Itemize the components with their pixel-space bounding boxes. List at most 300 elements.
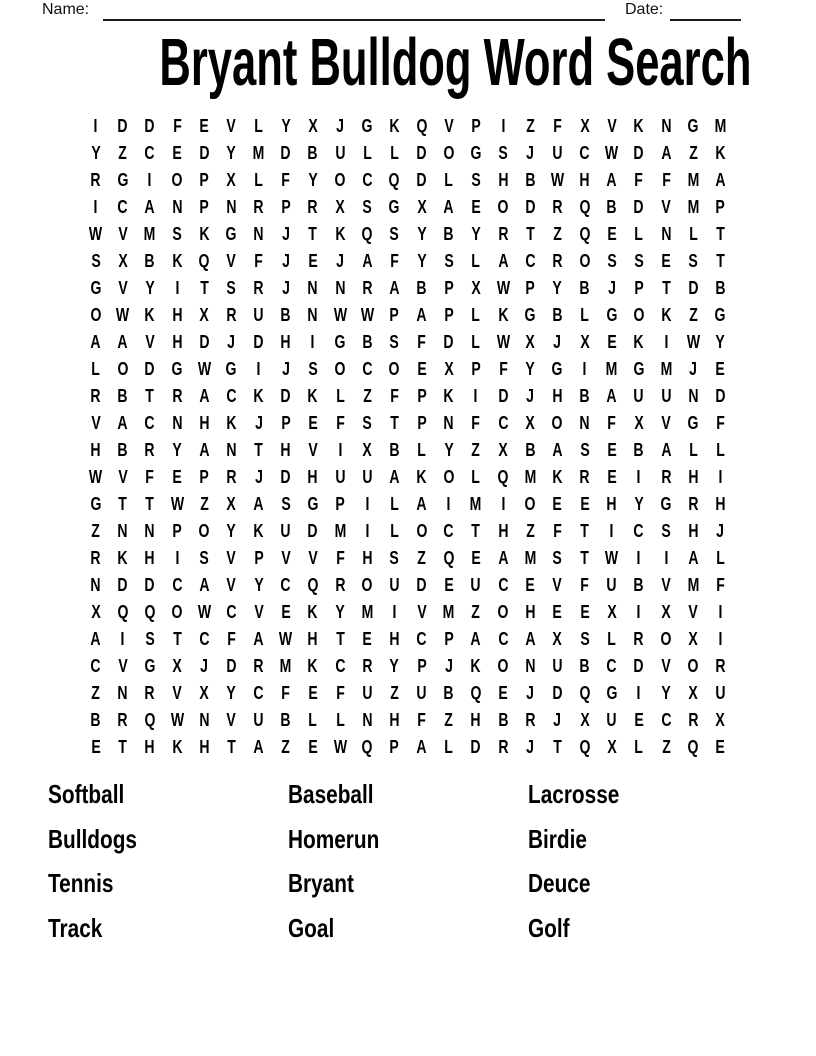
grid-cell: L bbox=[471, 466, 481, 487]
date-label: Date: bbox=[625, 1, 664, 18]
grid-cell: G bbox=[660, 493, 672, 514]
grid-cell: J bbox=[526, 385, 535, 406]
grid-cell: N bbox=[362, 709, 373, 730]
grid-cell: B bbox=[117, 439, 128, 460]
grid-cell: I bbox=[664, 331, 669, 352]
grid-cell: T bbox=[661, 277, 671, 298]
grid-cell: N bbox=[117, 520, 128, 541]
grid-cell: Q bbox=[579, 682, 591, 703]
grid-cell: L bbox=[634, 223, 644, 244]
grid-cell: F bbox=[172, 115, 182, 136]
grid-cell: V bbox=[118, 223, 128, 244]
grid-cell: G bbox=[714, 304, 726, 325]
grid-cell: I bbox=[609, 520, 614, 541]
grid-cell: E bbox=[525, 574, 535, 595]
grid-cell: A bbox=[117, 412, 128, 433]
grid-cell: Z bbox=[199, 493, 209, 514]
grid-cell: E bbox=[498, 682, 508, 703]
grid-cell: B bbox=[307, 142, 318, 163]
grid-cell: R bbox=[497, 736, 509, 757]
grid-cell: F bbox=[281, 682, 291, 703]
grid-cell: H bbox=[579, 169, 590, 190]
grid-cell: I bbox=[636, 601, 641, 622]
grid-cell: E bbox=[607, 439, 617, 460]
grid-cell: K bbox=[253, 520, 264, 541]
grid-cell: T bbox=[145, 493, 155, 514]
grid-cell: R bbox=[633, 628, 644, 649]
grid-cell: O bbox=[416, 520, 428, 541]
grid-cell: V bbox=[661, 655, 671, 676]
grid-cell: F bbox=[254, 250, 263, 271]
grid-cell: T bbox=[172, 628, 182, 649]
grid-cell: W bbox=[686, 331, 700, 352]
grid-cell: T bbox=[580, 547, 589, 568]
page-title-text: Bryant Bulldog Word Search bbox=[159, 25, 752, 100]
grid-cell: J bbox=[526, 736, 535, 757]
grid-cell: Y bbox=[253, 574, 264, 595]
grid-cell: A bbox=[144, 196, 155, 217]
grid-cell: S bbox=[362, 196, 372, 217]
grid-cell: M bbox=[687, 574, 700, 595]
grid-cell: E bbox=[607, 331, 617, 352]
grid-cell: P bbox=[416, 655, 427, 676]
grid-cell: F bbox=[553, 520, 562, 541]
grid-cell: G bbox=[633, 358, 645, 379]
grid-cell: F bbox=[471, 412, 481, 433]
grid-cell: Y bbox=[471, 223, 481, 244]
grid-cell: P bbox=[389, 304, 400, 325]
grid-cell: M bbox=[144, 223, 156, 244]
grid-cell: S bbox=[579, 439, 590, 460]
grid-cell: X bbox=[715, 709, 726, 730]
grid-cell: Q bbox=[579, 223, 591, 244]
grid-cell: A bbox=[253, 736, 264, 757]
grid-cell: V bbox=[118, 655, 128, 676]
grid-cell: F bbox=[227, 628, 236, 649]
grid-cell: I bbox=[582, 358, 587, 379]
grid-cell: C bbox=[144, 142, 155, 163]
grid-cell: A bbox=[606, 385, 617, 406]
grid-cell: L bbox=[716, 439, 725, 460]
date-fill-line bbox=[670, 19, 741, 21]
grid-cell: S bbox=[389, 547, 400, 568]
grid-cell: R bbox=[90, 169, 101, 190]
grid-cell: C bbox=[144, 412, 155, 433]
grid-cell: A bbox=[389, 466, 400, 487]
grid-cell: W bbox=[197, 601, 211, 622]
grid-cell: T bbox=[227, 736, 236, 757]
word-list-item: Bryant bbox=[288, 868, 354, 898]
grid-cell: A bbox=[362, 250, 373, 271]
grid-cell: Q bbox=[361, 736, 373, 757]
grid-cell: A bbox=[90, 331, 101, 352]
grid-cell: L bbox=[688, 223, 698, 244]
grid-cell: Q bbox=[144, 601, 156, 622]
grid-cell: U bbox=[416, 682, 427, 703]
grid-cell: W bbox=[88, 466, 103, 487]
grid-cell: X bbox=[579, 331, 590, 352]
grid-cell: S bbox=[172, 223, 182, 244]
grid-cell: O bbox=[687, 655, 699, 676]
grid-cell: Y bbox=[416, 223, 427, 244]
grid-cell: Z bbox=[390, 682, 399, 703]
grid-cell: F bbox=[145, 466, 155, 487]
grid-cell: O bbox=[117, 358, 129, 379]
grid-cell: X bbox=[607, 601, 617, 622]
letter-grid bbox=[82, 112, 734, 760]
grid-cell: H bbox=[144, 736, 155, 757]
grid-cell: W bbox=[197, 358, 211, 379]
grid-cell: C bbox=[525, 250, 536, 271]
grid-cell: N bbox=[307, 277, 318, 298]
grid-cell: R bbox=[660, 466, 672, 487]
grid-cell: Q bbox=[361, 223, 373, 244]
grid-cell: S bbox=[471, 169, 481, 190]
grid-cell: L bbox=[444, 736, 454, 757]
grid-cell: G bbox=[551, 358, 563, 379]
grid-cell: X bbox=[226, 169, 237, 190]
grid-cell: F bbox=[335, 547, 345, 568]
grid-cell: D bbox=[199, 331, 210, 352]
grid-cell: X bbox=[607, 736, 617, 757]
grid-cell: H bbox=[144, 547, 155, 568]
grid-cell: V bbox=[281, 547, 291, 568]
grid-cell: Y bbox=[172, 439, 182, 460]
grid-cell: P bbox=[444, 277, 454, 298]
grid-cell: P bbox=[281, 412, 291, 433]
grid-cell: S bbox=[579, 628, 590, 649]
grid-cell: W bbox=[333, 304, 347, 325]
grid-cell: F bbox=[634, 169, 644, 190]
grid-cell: E bbox=[308, 412, 318, 433]
grid-cell: X bbox=[362, 439, 372, 460]
grid-cell: M bbox=[660, 358, 672, 379]
grid-cell: N bbox=[226, 439, 237, 460]
grid-cell: Y bbox=[661, 682, 671, 703]
grid-cell: S bbox=[634, 250, 644, 271]
grid-cell: A bbox=[688, 547, 699, 568]
grid-cell: J bbox=[526, 142, 535, 163]
grid-cell: L bbox=[688, 439, 698, 460]
grid-cell: P bbox=[634, 277, 644, 298]
grid-cell: A bbox=[660, 142, 672, 163]
grid-cell: H bbox=[552, 385, 563, 406]
grid-cell: O bbox=[90, 304, 102, 325]
grid-cell: X bbox=[498, 439, 508, 460]
grid-cell: M bbox=[687, 169, 700, 190]
grid-cell: Y bbox=[389, 655, 400, 676]
grid-cell: C bbox=[171, 574, 183, 595]
grid-cell: D bbox=[280, 385, 291, 406]
grid-cell: T bbox=[553, 736, 562, 757]
grid-cell: V bbox=[226, 547, 237, 568]
grid-cell: Z bbox=[471, 601, 481, 622]
grid-cell: Y bbox=[226, 142, 237, 163]
grid-cell: X bbox=[199, 304, 209, 325]
grid-cell: W bbox=[550, 169, 565, 190]
grid-cell: M bbox=[687, 196, 700, 217]
grid-cell: O bbox=[497, 601, 509, 622]
grid-cell: K bbox=[171, 250, 183, 271]
grid-cell: B bbox=[280, 709, 291, 730]
grid-cell: E bbox=[552, 493, 563, 514]
grid-cell: O bbox=[633, 304, 645, 325]
grid-cell: Z bbox=[281, 736, 291, 757]
grid-cell: C bbox=[253, 682, 264, 703]
grid-cell: S bbox=[552, 547, 563, 568]
grid-cell: U bbox=[633, 385, 644, 406]
grid-cell: U bbox=[253, 304, 264, 325]
grid-cell: L bbox=[417, 439, 426, 460]
grid-cell: U bbox=[606, 574, 617, 595]
grid-cell: L bbox=[335, 709, 345, 730]
grid-cell: V bbox=[688, 601, 698, 622]
grid-cell: V bbox=[118, 466, 128, 487]
grid-cell: H bbox=[307, 466, 318, 487]
grid-cell: T bbox=[335, 628, 345, 649]
grid-cell: Z bbox=[91, 682, 100, 703]
grid-cell: A bbox=[660, 439, 672, 460]
grid-cell: W bbox=[88, 223, 103, 244]
grid-cell: S bbox=[688, 250, 698, 271]
grid-cell: T bbox=[525, 223, 535, 244]
grid-cell: K bbox=[443, 385, 454, 406]
grid-cell: B bbox=[416, 277, 427, 298]
grid-cell: P bbox=[253, 547, 264, 568]
grid-cell: J bbox=[200, 655, 209, 676]
grid-cell: R bbox=[253, 277, 264, 298]
grid-cell: D bbox=[525, 196, 536, 217]
grid-cell: V bbox=[661, 574, 671, 595]
grid-cell: V bbox=[661, 412, 671, 433]
grid-cell: E bbox=[471, 196, 481, 217]
grid-cell: T bbox=[254, 439, 263, 460]
grid-cell: S bbox=[661, 520, 671, 541]
grid-cell: V bbox=[253, 601, 264, 622]
grid-cell: G bbox=[687, 412, 699, 433]
grid-cell: O bbox=[361, 574, 373, 595]
grid-cell: C bbox=[90, 655, 101, 676]
grid-cell: H bbox=[307, 628, 318, 649]
grid-cell: W bbox=[333, 736, 347, 757]
grid-cell: J bbox=[336, 115, 344, 136]
grid-cell: K bbox=[470, 655, 481, 676]
grid-cell: Z bbox=[362, 385, 372, 406]
grid-cell: L bbox=[335, 385, 345, 406]
grid-cell: G bbox=[90, 277, 102, 298]
grid-cell: G bbox=[524, 304, 536, 325]
grid-cell: U bbox=[362, 466, 373, 487]
grid-cell: I bbox=[147, 169, 152, 190]
grid-cell: G bbox=[687, 115, 699, 136]
grid-cell: C bbox=[226, 385, 237, 406]
grid-cell: C bbox=[497, 574, 509, 595]
grid-cell: R bbox=[497, 223, 509, 244]
grid-cell: P bbox=[471, 358, 481, 379]
name-fill-line bbox=[103, 19, 605, 21]
grid-cell: N bbox=[307, 304, 318, 325]
grid-cell: Z bbox=[688, 304, 698, 325]
grid-cell: B bbox=[90, 709, 101, 730]
grid-cell: N bbox=[171, 412, 183, 433]
grid-cell: C bbox=[497, 628, 509, 649]
grid-cell: E bbox=[308, 682, 318, 703]
grid-cell: J bbox=[553, 331, 562, 352]
grid-cell: K bbox=[497, 304, 509, 325]
grid-cell: X bbox=[634, 412, 644, 433]
grid-cell: F bbox=[716, 574, 725, 595]
grid-cell: I bbox=[175, 547, 180, 568]
grid-cell: I bbox=[636, 466, 641, 487]
word-list-item: Tennis bbox=[48, 868, 114, 898]
grid-cell: E bbox=[90, 736, 101, 757]
grid-cell: Z bbox=[91, 520, 100, 541]
grid-cell: V bbox=[226, 115, 237, 136]
grid-cell: D bbox=[715, 385, 726, 406]
grid-cell: F bbox=[580, 574, 589, 595]
grid-cell: H bbox=[688, 466, 699, 487]
grid-cell: C bbox=[579, 142, 590, 163]
grid-cell: E bbox=[579, 601, 590, 622]
grid-cell: A bbox=[199, 385, 210, 406]
grid-cell: E bbox=[416, 358, 427, 379]
grid-cell: R bbox=[253, 655, 264, 676]
grid-cell: J bbox=[607, 277, 616, 298]
grid-cell: N bbox=[660, 115, 672, 136]
grid-cell: P bbox=[199, 466, 209, 487]
grid-cell: S bbox=[226, 277, 237, 298]
grid-cell: L bbox=[254, 169, 263, 190]
grid-cell: O bbox=[171, 169, 183, 190]
grid-cell: D bbox=[552, 682, 563, 703]
grid-cell: T bbox=[471, 520, 481, 541]
grid-cell: U bbox=[253, 709, 264, 730]
grid-cell: P bbox=[715, 196, 726, 217]
grid-cell: D bbox=[144, 574, 155, 595]
grid-cell: I bbox=[256, 358, 261, 379]
grid-cell: B bbox=[443, 223, 454, 244]
grid-cell: Y bbox=[715, 331, 726, 352]
grid-cell: V bbox=[172, 682, 182, 703]
grid-cell: O bbox=[660, 628, 672, 649]
grid-cell: X bbox=[226, 493, 237, 514]
grid-cell: V bbox=[226, 574, 237, 595]
grid-cell: D bbox=[199, 142, 210, 163]
grid-cell: A bbox=[416, 304, 427, 325]
grid-cell: N bbox=[199, 709, 210, 730]
grid-cell: G bbox=[334, 331, 346, 352]
grid-cell: N bbox=[525, 655, 536, 676]
word-list bbox=[48, 781, 768, 959]
grid-cell: X bbox=[552, 628, 563, 649]
grid-cell: M bbox=[252, 142, 265, 163]
grid-cell: U bbox=[552, 142, 563, 163]
grid-cell: R bbox=[307, 196, 318, 217]
grid-cell: R bbox=[171, 385, 183, 406]
grid-cell: N bbox=[688, 385, 699, 406]
grid-cell: X bbox=[308, 115, 318, 136]
grid-cell: P bbox=[389, 736, 400, 757]
grid-cell: R bbox=[90, 385, 101, 406]
grid-cell: A bbox=[389, 277, 400, 298]
grid-cell: L bbox=[471, 304, 481, 325]
grid-cell: Y bbox=[226, 520, 237, 541]
grid-cell: R bbox=[552, 250, 563, 271]
grid-cell: L bbox=[308, 709, 318, 730]
grid-cell: N bbox=[253, 223, 264, 244]
grid-cell: N bbox=[579, 412, 590, 433]
grid-cell: R bbox=[144, 682, 155, 703]
grid-cell: J bbox=[281, 250, 290, 271]
grid-cell: S bbox=[389, 331, 400, 352]
grid-cell: L bbox=[471, 331, 481, 352]
grid-cell: X bbox=[661, 601, 671, 622]
grid-cell: M bbox=[361, 601, 374, 622]
grid-cell: I bbox=[501, 493, 506, 514]
grid-cell: C bbox=[280, 574, 291, 595]
grid-cell: M bbox=[442, 601, 455, 622]
word-list-item: Deuce bbox=[528, 868, 591, 898]
grid-cell: Z bbox=[553, 223, 562, 244]
grid-cell: W bbox=[605, 547, 619, 568]
grid-cell: Q bbox=[117, 601, 129, 622]
grid-cell: X bbox=[416, 196, 427, 217]
grid-cell: D bbox=[633, 196, 644, 217]
grid-cell: F bbox=[335, 682, 345, 703]
grid-cell: V bbox=[226, 250, 237, 271]
grid-cell: U bbox=[470, 574, 481, 595]
grid-cell: P bbox=[199, 196, 209, 217]
grid-cell: T bbox=[118, 736, 128, 757]
grid-cell: E bbox=[362, 628, 372, 649]
grid-cell: Q bbox=[470, 682, 482, 703]
grid-cell: X bbox=[90, 601, 101, 622]
grid-cell: G bbox=[361, 115, 373, 136]
grid-cell: H bbox=[715, 493, 726, 514]
grid-cell: Y bbox=[444, 439, 454, 460]
grid-cell: D bbox=[416, 574, 427, 595]
grid-cell: C bbox=[362, 358, 373, 379]
grid-cell: I bbox=[664, 547, 669, 568]
grid-cell: B bbox=[525, 169, 536, 190]
grid-cell: D bbox=[280, 466, 291, 487]
grid-cell: B bbox=[525, 439, 536, 460]
grid-cell: S bbox=[90, 250, 101, 271]
grid-cell: R bbox=[688, 709, 699, 730]
grid-cell: A bbox=[606, 169, 617, 190]
grid-cell: F bbox=[716, 412, 725, 433]
grid-cell: I bbox=[636, 682, 641, 703]
grid-cell: H bbox=[688, 520, 699, 541]
grid-cell: R bbox=[144, 439, 155, 460]
grid-cell: I bbox=[473, 385, 478, 406]
grid-cell: J bbox=[336, 250, 344, 271]
grid-cell: O bbox=[334, 358, 346, 379]
grid-cell: B bbox=[715, 277, 726, 298]
grid-cell: R bbox=[552, 196, 563, 217]
grid-cell: H bbox=[171, 304, 183, 325]
grid-cell: Q bbox=[497, 466, 509, 487]
grid-cell: A bbox=[416, 493, 427, 514]
grid-cell: O bbox=[443, 142, 455, 163]
word-list-column bbox=[48, 781, 288, 959]
grid-cell: B bbox=[579, 385, 590, 406]
grid-cell: P bbox=[335, 493, 345, 514]
grid-cell: U bbox=[389, 574, 400, 595]
grid-cell: A bbox=[715, 169, 726, 190]
word-list-item: Golf bbox=[528, 912, 570, 943]
grid-cell: N bbox=[334, 277, 346, 298]
